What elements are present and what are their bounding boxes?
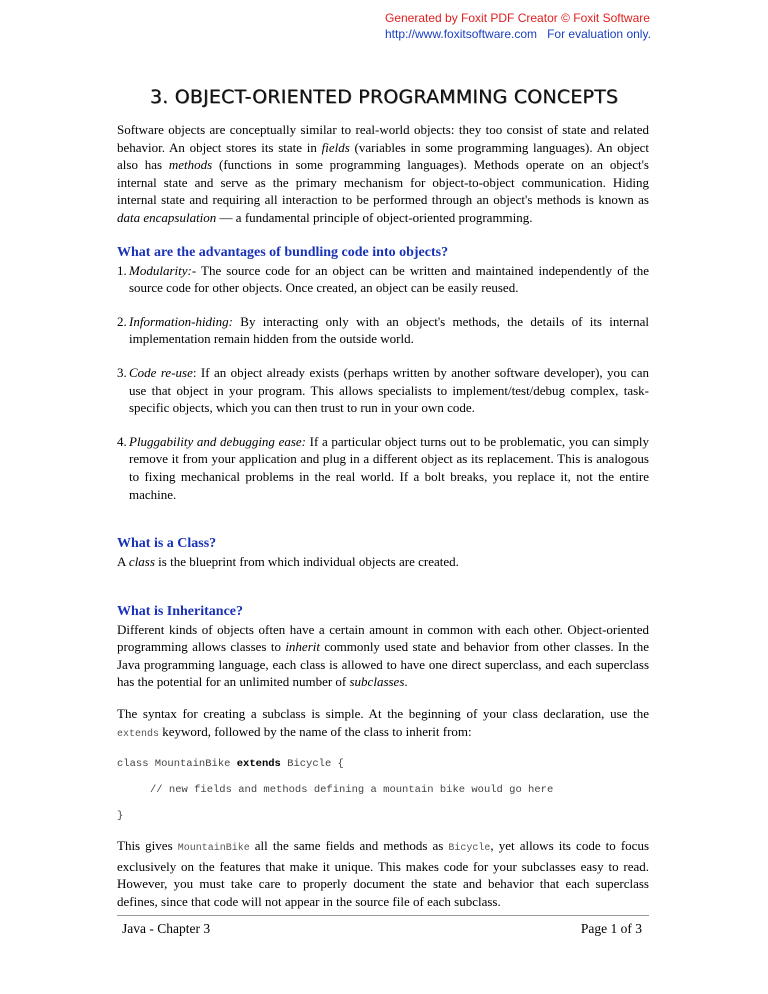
code-line-1: class MountainBike extends Bicycle { [117, 758, 344, 771]
class-heading: What is a Class? [117, 536, 217, 552]
page-title: 3. OBJECT-ORIENTED PROGRAMMING CONCEPTS [149, 86, 619, 108]
page-footer [122, 921, 642, 937]
footer-divider [117, 915, 649, 916]
document-body [117, 121, 649, 911]
footer-page-number: Page 1 of 3 [580, 921, 642, 936]
list-item: 2. Information-hiding: By interacting only with an object's methods, the details of its internal implementation remain hidden from the outside world. [117, 313, 649, 347]
code-line-3: } [117, 810, 124, 823]
intro-paragraph: Software objects are conceptually similar to real-world objects: they too consist of state and related behavior. An object stores its state in fields (variables in some programming languages). An object also has methods (functions in some programming languages). Methods operate on an object's internal state and serve as the primary mechanism for object-to-object communication. Hiding internal state and requiring all interaction to be performed through an object's methods is known as data encapsulation — a fundamental principle of object-oriented programming. [117, 122, 650, 225]
code-line-2: // new fields and methods defining a mountain bike would go here [150, 784, 554, 797]
watermark-link-line [385, 26, 651, 42]
footer-chapter: Java - Chapter 3 [122, 921, 211, 936]
watermark-generated: Generated by Foxit PDF Creator © Foxit Software [385, 11, 650, 25]
code-block [117, 757, 649, 823]
watermark [385, 10, 651, 42]
bicycle-code: Bicycle [448, 843, 491, 855]
advantages-list [117, 262, 649, 504]
advantages-heading: What are the advantages of bundling code into objects? [117, 244, 449, 260]
syntax-paragraph: The syntax for creating a subclass is simple. At the beginning of your class declaration, use the extends keyword, followed by the name of the class to inherit from: [117, 706, 649, 740]
watermark-url[interactable]: http://www.foxitsoftware.com [385, 27, 538, 41]
inheritance-paragraph: Different kinds of objects often have a certain amount in common with each other. Object-oriented programming allows classes to inherit commonly used state and behavior from other classes. In the Java programming language, each class is allowed to have one direct superclass, and each superclass has the potential for an unlimited number of subclasses. [117, 621, 649, 690]
list-item: 3. Code re-use: If an object already exists (perhaps written by another software developer), you can use that object in your program. This allows specialists to implement/test/debug complex, task-specific objects, which you can then trust to run in your own code. [117, 364, 649, 416]
extends-keyword: extends [117, 728, 160, 740]
inheritance-heading: What is Inheritance? [117, 603, 243, 619]
list-item: 1. Modularity:- The source code for an object can be written and maintained independently of the source code for other objects. Once created, an object can be easily reused. [117, 262, 649, 296]
class-paragraph: A class is the blueprint from which individual objects are created. [117, 554, 459, 570]
watermark-eval: For evaluation only. [547, 27, 651, 41]
list-item: 4. Pluggability and debugging ease: If a particular object turns out to be problematic, you can simply remove it from your application and plug in a different object as its replacement. This is analogous to fixing mechanical problems in the real world. If a bolt breaks, you replace it, not the entire machine. [117, 433, 649, 502]
mountainbike-code: MountainBike [177, 843, 250, 855]
closing-paragraph: This gives MountainBike all the same fields and methods as Bicycle, yet allows its code to focus exclusively on the features that make it unique. This makes code for your subclasses easy to read. However, you must take care to properly document the state and behavior that each superclass defines, since that code will not appear in the source file of each subclass. [117, 838, 650, 910]
